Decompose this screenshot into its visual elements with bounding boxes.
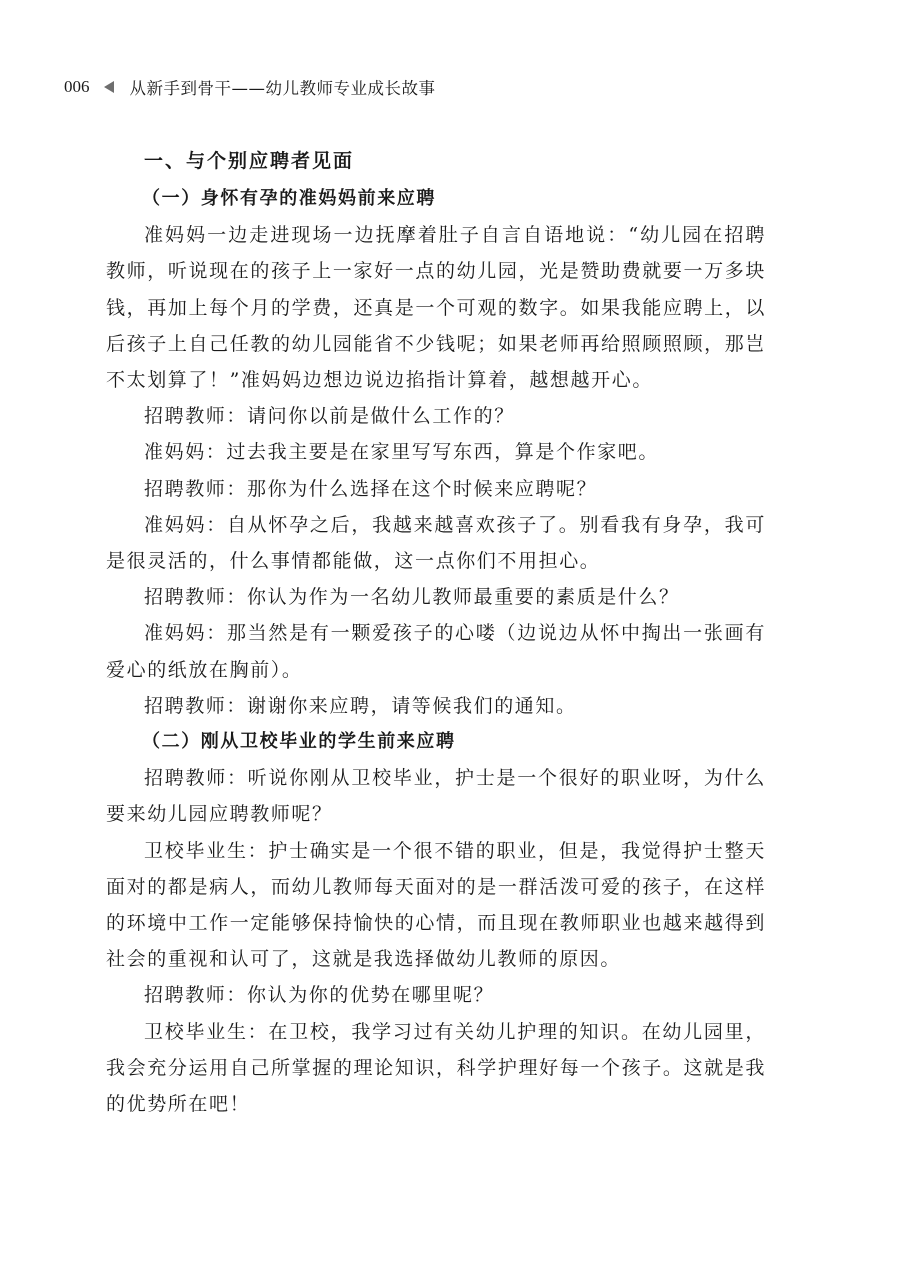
subsection-heading-1: （一）身怀有孕的准妈妈前来应聘 bbox=[142, 188, 436, 209]
dialogue-line: 招聘教师：你认为作为一名幼儿教师最重要的素质是什么？ bbox=[144, 586, 680, 609]
dialogue-line: 卫校毕业生：护士确实是一个很不错的职业，但是，我觉得护士整天面对的都是病人，而幼儿教师每天面对的是一群活泼可爱的孩子，在这样的环境中工作一定能够保持愉快的心情，而且现在教师职业也越来越得到社会的重视和认可了，这就是我选择做幼儿教师的原因。 bbox=[106, 839, 766, 971]
dialogue-line: 准妈妈：那当然是有一颗爱孩子的心喽（边说边从怀中掏出一张画有爱心的纸放在胸前）。 bbox=[106, 622, 766, 681]
dialogue-line: 招聘教师：谢谢你来应聘，请等候我们的通知。 bbox=[144, 694, 577, 717]
running-head bbox=[64, 72, 436, 102]
book-title: 从新手到骨干——幼儿教师专业成长故事 bbox=[129, 79, 436, 98]
section-heading: 一、与个别应聘者见面 bbox=[144, 150, 355, 172]
dialogue-line: 卫校毕业生：在卫校，我学习过有关幼儿护理的知识。在幼儿园里，我会充分运用自己所掌握的理论知识，科学护理好每一个孩子。这就是我的优势所在吧！ bbox=[106, 1020, 766, 1116]
paragraph: 准妈妈一边走进现场一边抚摩着肚子自言自语地说：“幼儿园在招聘教师，听说现在的孩子上一家好一点的幼儿园，光是赞助费就要一万多块钱，再加上每个月的学费，还真是一个可观的数字。如果我能应聘上，以后孩子上自己任教的幼儿园能省不少钱呢；如果老师再给照顾照顾，那岂不太划算了！”准妈妈边想边说边掐指计算着，越想越开心。 bbox=[106, 224, 766, 392]
dialogue-line: 准妈妈：自从怀孕之后，我越来越喜欢孩子了。别看我有身孕，我可是很灵活的，什么事情都能做，这一点你们不用担心。 bbox=[106, 513, 766, 573]
subsection-heading-2: （二）刚从卫校毕业的学生前来应聘 bbox=[142, 731, 456, 753]
dialogue-line: 招聘教师：你认为你的优势在哪里呢？ bbox=[144, 984, 495, 1007]
left-triangle-icon bbox=[104, 81, 114, 93]
dialogue-line: 招聘教师：请问你以前是做什么工作的？ bbox=[144, 405, 515, 428]
page-body bbox=[106, 145, 766, 1122]
dialogue-line: 招聘教师：听说你刚从卫校毕业，护士是一个很好的职业呀，为什么要来幼儿园应聘教师呢？ bbox=[106, 767, 766, 826]
dialogue-line: 招聘教师：那你为什么选择在这个时候来应聘呢？ bbox=[144, 477, 598, 500]
page-number: 006 bbox=[64, 77, 90, 96]
dialogue-line: 准妈妈：过去我主要是在家里写写东西，算是个作家吧。 bbox=[144, 441, 660, 464]
